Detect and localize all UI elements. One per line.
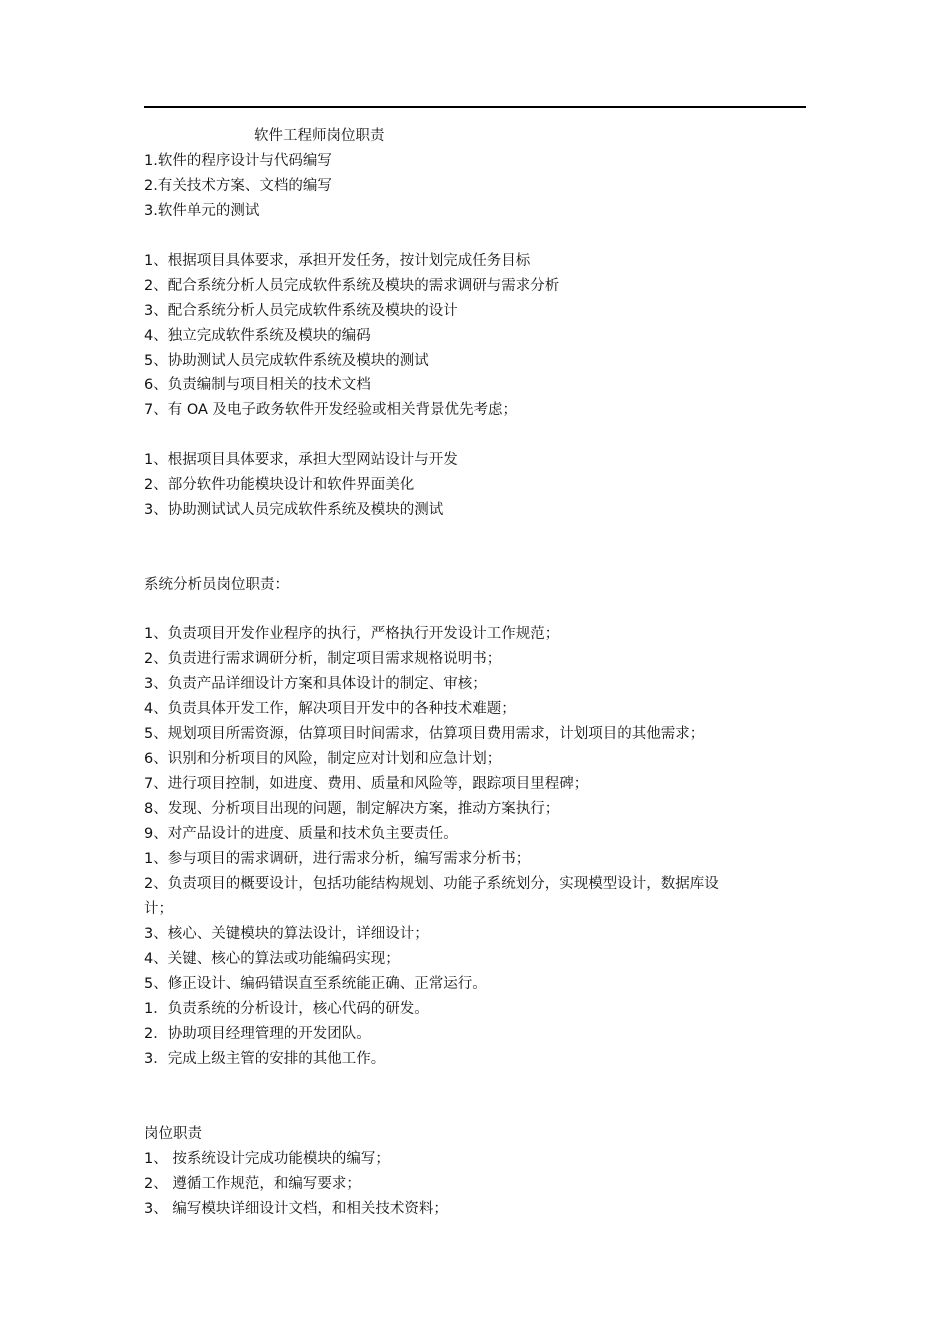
list-item: 2、部分软件功能模块设计和软件界面美化 (144, 477, 415, 493)
list-item: 1、参与项目的需求调研，进行需求分析，编写需求分析书； (144, 851, 531, 867)
list-item: 1．负责系统的分析设计，核心代码的研发。 (144, 1001, 429, 1017)
list-item: 4、关键、核心的算法或功能编码实现； (144, 951, 400, 967)
list-item: 8、发现、分析项目出现的问题，制定解决方案，推动方案执行； (144, 801, 560, 817)
list-item: 2、负责项目的概要设计，包括功能结构规划、功能子系统划分，实现模型设计，数据库设 (144, 876, 719, 892)
list-item: 3.软件单元的测试 (144, 203, 260, 219)
list-item: 3、 编写模块详细设计文档，和相关技术资料； (144, 1201, 448, 1217)
list-item: 2、 遵循工作规范，和编写要求； (144, 1176, 361, 1192)
list-item: 1、负责项目开发作业程序的执行，严格执行开发设计工作规范； (144, 626, 560, 642)
list-item: 3、协助测试试人员完成软件系统及模块的测试 (144, 502, 444, 518)
list-item: 2、配合系统分析人员完成软件系统及模块的需求调研与需求分析 (144, 278, 560, 294)
list-item: 3、负责产品详细设计方案和具体设计的制定、审核； (144, 676, 487, 692)
list-item: 1、 按系统设计完成功能模块的编写； (144, 1151, 390, 1167)
list-item: 4、负责具体开发工作，解决项目开发中的各种技术难题； (144, 701, 516, 717)
document-title: 软件工程师岗位职责 (254, 128, 385, 144)
list-item: 6、负责编制与项目相关的技术文档 (144, 377, 371, 393)
list-item: 7、进行项目控制，如进度、费用、质量和风险等，跟踪项目里程碑； (144, 776, 589, 792)
list-item: 2.有关技术方案、文档的编写 (144, 178, 332, 194)
list-item: 4、独立完成软件系统及模块的编码 (144, 328, 371, 344)
list-item: 6、识别和分析项目的风险，制定应对计划和应急计划； (144, 751, 502, 767)
list-item: 3．完成上级主管的安排的其他工作。 (144, 1051, 386, 1067)
list-item: 9、对产品设计的进度、质量和技术负主要责任。 (144, 826, 458, 842)
post-section-title: 岗位职责 (144, 1126, 202, 1142)
list-item: 1.软件的程序设计与代码编写 (144, 153, 332, 169)
list-item: 1、根据项目具体要求，承担开发任务，按计划完成任务目标 (144, 253, 531, 269)
list-item: 7、有 OA 及电子政务软件开发经验或相关背景优先考虑； (144, 402, 518, 418)
list-item: 5、协助测试人员完成软件系统及模块的测试 (144, 353, 429, 369)
list-item: 计； (144, 901, 173, 917)
header-rule (144, 106, 806, 108)
list-item: 3、核心、关键模块的算法设计，详细设计； (144, 926, 429, 942)
list-item: 1、根据项目具体要求，承担大型网站设计与开发 (144, 452, 458, 468)
analyst-section-title: 系统分析员岗位职责： (144, 577, 289, 593)
list-item: 2、负责进行需求调研分析，制定项目需求规格说明书； (144, 651, 502, 667)
list-item: 2．协助项目经理管理的开发团队。 (144, 1026, 371, 1042)
list-item: 5、修正设计、编码错误直至系统能正确、正常运行。 (144, 976, 487, 992)
list-item: 5、规划项目所需资源，估算项目时间需求，估算项目费用需求，计划项目的其他需求； (144, 726, 705, 742)
list-item: 3、配合系统分析人员完成软件系统及模块的设计 (144, 303, 458, 319)
